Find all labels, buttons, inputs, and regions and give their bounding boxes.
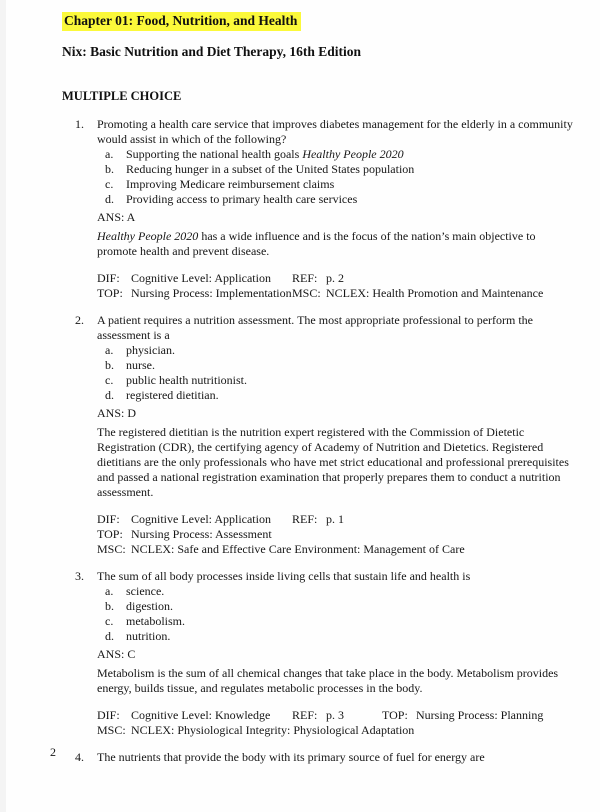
question-block	[75, 569, 600, 738]
option-text	[126, 614, 575, 629]
text-run: Promoting a health care service that improves diabetes management for the elderly in a community would assist in which of the following?	[97, 117, 573, 146]
option-letter: a.	[105, 147, 114, 161]
meta-label: DIF:	[97, 512, 120, 526]
option-letter: d.	[105, 629, 114, 643]
question-detail	[97, 584, 575, 738]
text-run: Improving Medicare reimbursement claims	[126, 177, 335, 191]
option-letter: c.	[105, 614, 114, 628]
option-letter: d.	[105, 192, 114, 206]
text-run: nurse.	[126, 358, 155, 372]
meta-label: REF:	[292, 512, 318, 526]
meta-value: NCLEX: Health Promotion and Maintenance	[326, 286, 544, 300]
option-text	[126, 388, 575, 403]
meta-line	[97, 271, 575, 286]
question-stem	[97, 569, 575, 584]
text-run: Supporting the national health goals	[126, 147, 303, 161]
meta-label: TOP:	[97, 527, 123, 541]
meta-line	[97, 723, 575, 738]
text-run: public health nutritionist.	[126, 373, 247, 387]
question-stem-row	[75, 313, 600, 343]
meta-cell	[97, 527, 272, 542]
meta-value: Cognitive Level: Application	[131, 271, 271, 285]
option-text	[126, 373, 575, 388]
meta-value: Cognitive Level: Application	[131, 512, 271, 526]
option-letter: a.	[105, 343, 114, 357]
meta-value: Cognitive Level: Knowledge	[131, 708, 271, 722]
text-run: A patient requires a nutrition assessment. The most appropriate professional to perform the assessment is a	[97, 313, 534, 342]
option-letter: b.	[105, 599, 114, 613]
meta-block	[97, 271, 575, 301]
meta-value: Nursing Process: Assessment	[131, 527, 272, 541]
option-text	[126, 147, 575, 162]
meta-value: p. 1	[326, 512, 344, 526]
page-edge-shadow	[0, 0, 6, 812]
meta-cell	[292, 512, 344, 527]
question-stem-row	[75, 569, 600, 584]
meta-value: p. 2	[326, 271, 344, 285]
meta-label: DIF:	[97, 708, 120, 722]
option-letter: b.	[105, 358, 114, 372]
option-text	[126, 192, 575, 207]
meta-cell	[292, 708, 382, 723]
meta-cell	[97, 286, 292, 301]
document-header	[0, 0, 600, 104]
meta-block	[97, 512, 575, 557]
text-run: metabolism.	[126, 614, 185, 628]
meta-line	[97, 527, 575, 542]
meta-value: Nursing Process: Implementation	[131, 286, 292, 300]
option-row	[105, 162, 575, 177]
text-run: The registered dietitian is the nutrition expert registered with the Commission of Dietetic Registration (CDR), the certifying agency of Academy of Nutrition and Dietetics. Registered dietitians are the only professionals who have met strict educational and professional prerequisites and passed a national registration examination that properly prepares them to conduct a nutrition assessment.	[97, 425, 569, 499]
text-run: digestion.	[126, 599, 173, 613]
meta-cell	[292, 271, 344, 286]
question-block	[75, 750, 600, 765]
meta-block	[97, 708, 575, 738]
option-row	[105, 343, 575, 358]
question-number: 4.	[75, 750, 84, 764]
option-text	[126, 358, 575, 373]
text-run: Reducing hunger in a subset of the United States population	[126, 162, 415, 176]
option-row	[105, 177, 575, 192]
option-row	[105, 373, 575, 388]
chapter-title: Chapter 01: Food, Nutrition, and Health	[62, 12, 301, 31]
book-title: Nix: Basic Nutrition and Diet Therapy, 16th Edition	[62, 44, 362, 59]
meta-cell	[382, 708, 543, 723]
text-run: Providing access to primary health care services	[126, 192, 358, 206]
question-number: 2.	[75, 313, 84, 327]
meta-label: MSC:	[97, 542, 126, 556]
option-text	[126, 343, 575, 358]
text-run: The nutrients that provide the body with its primary source of fuel for energy are	[97, 750, 485, 764]
italic-text-run: Healthy People 2020	[302, 147, 404, 161]
section-heading: MULTIPLE CHOICE	[62, 89, 182, 103]
meta-label: MSC:	[97, 723, 126, 737]
question-detail	[97, 343, 575, 557]
option-text	[126, 177, 575, 192]
option-letter: b.	[105, 162, 114, 176]
option-row	[105, 388, 575, 403]
question-stem-row	[75, 117, 600, 147]
question-stem-row	[75, 750, 600, 765]
answer-line: ANS: C	[97, 647, 136, 661]
option-row	[105, 584, 575, 599]
option-row	[105, 147, 575, 162]
text-run: physician.	[126, 343, 175, 357]
option-text	[126, 629, 575, 644]
question-detail	[97, 147, 575, 301]
option-letter: a.	[105, 584, 114, 598]
option-row	[105, 599, 575, 614]
option-text	[126, 584, 575, 599]
option-text	[126, 599, 575, 614]
answer-line: ANS: D	[97, 406, 137, 420]
question-block	[75, 313, 600, 557]
questions-container	[0, 117, 600, 765]
italic-text-run: Healthy People 2020	[97, 229, 199, 243]
option-letter: c.	[105, 373, 114, 387]
answer-line: ANS: A	[97, 210, 136, 224]
question-number: 1.	[75, 117, 84, 131]
page-number: 2	[50, 745, 56, 759]
option-text	[126, 162, 575, 177]
meta-cell	[97, 542, 465, 557]
meta-value: Nursing Process: Planning	[416, 708, 544, 722]
option-row	[105, 629, 575, 644]
meta-label: DIF:	[97, 271, 120, 285]
meta-line	[97, 542, 575, 557]
meta-cell	[292, 286, 543, 301]
question-number: 3.	[75, 569, 84, 583]
meta-label: REF:	[292, 271, 318, 285]
question-stem	[97, 313, 575, 343]
meta-value: p. 3	[326, 708, 344, 722]
meta-value: NCLEX: Physiological Integrity: Physiological Adaptation	[131, 723, 415, 737]
feedback-text	[97, 229, 575, 259]
feedback-text	[97, 666, 575, 696]
feedback-text	[97, 425, 575, 500]
meta-cell	[97, 271, 292, 286]
meta-line	[97, 708, 575, 723]
meta-label: REF:	[292, 708, 318, 722]
option-row	[105, 614, 575, 629]
question-stem	[97, 117, 575, 147]
option-letter: c.	[105, 177, 114, 191]
meta-line	[97, 512, 575, 527]
option-row	[105, 192, 575, 207]
question-stem	[97, 750, 575, 765]
meta-label: TOP:	[382, 708, 408, 722]
meta-value: NCLEX: Safe and Effective Care Environment: Management of Care	[131, 542, 465, 556]
text-run: nutrition.	[126, 629, 171, 643]
meta-cell	[97, 708, 292, 723]
meta-label: TOP:	[97, 286, 123, 300]
question-block	[75, 117, 600, 301]
text-run: registered dietitian.	[126, 388, 219, 402]
meta-cell	[97, 723, 414, 738]
text-run: science.	[126, 584, 165, 598]
text-run: The sum of all body processes inside living cells that sustain life and health is	[97, 569, 471, 583]
meta-cell	[97, 512, 292, 527]
meta-line	[97, 286, 575, 301]
option-row	[105, 358, 575, 373]
option-letter: d.	[105, 388, 114, 402]
text-run: has a wide influence and is the focus of the nation’s main objective to promote health and prevent disease.	[97, 229, 536, 258]
meta-label: MSC:	[292, 286, 321, 300]
text-run: Metabolism is the sum of all chemical changes that take place in the body. Metabolism provides energy, builds tissue, and regulates metabolic processes in the body.	[97, 666, 559, 695]
